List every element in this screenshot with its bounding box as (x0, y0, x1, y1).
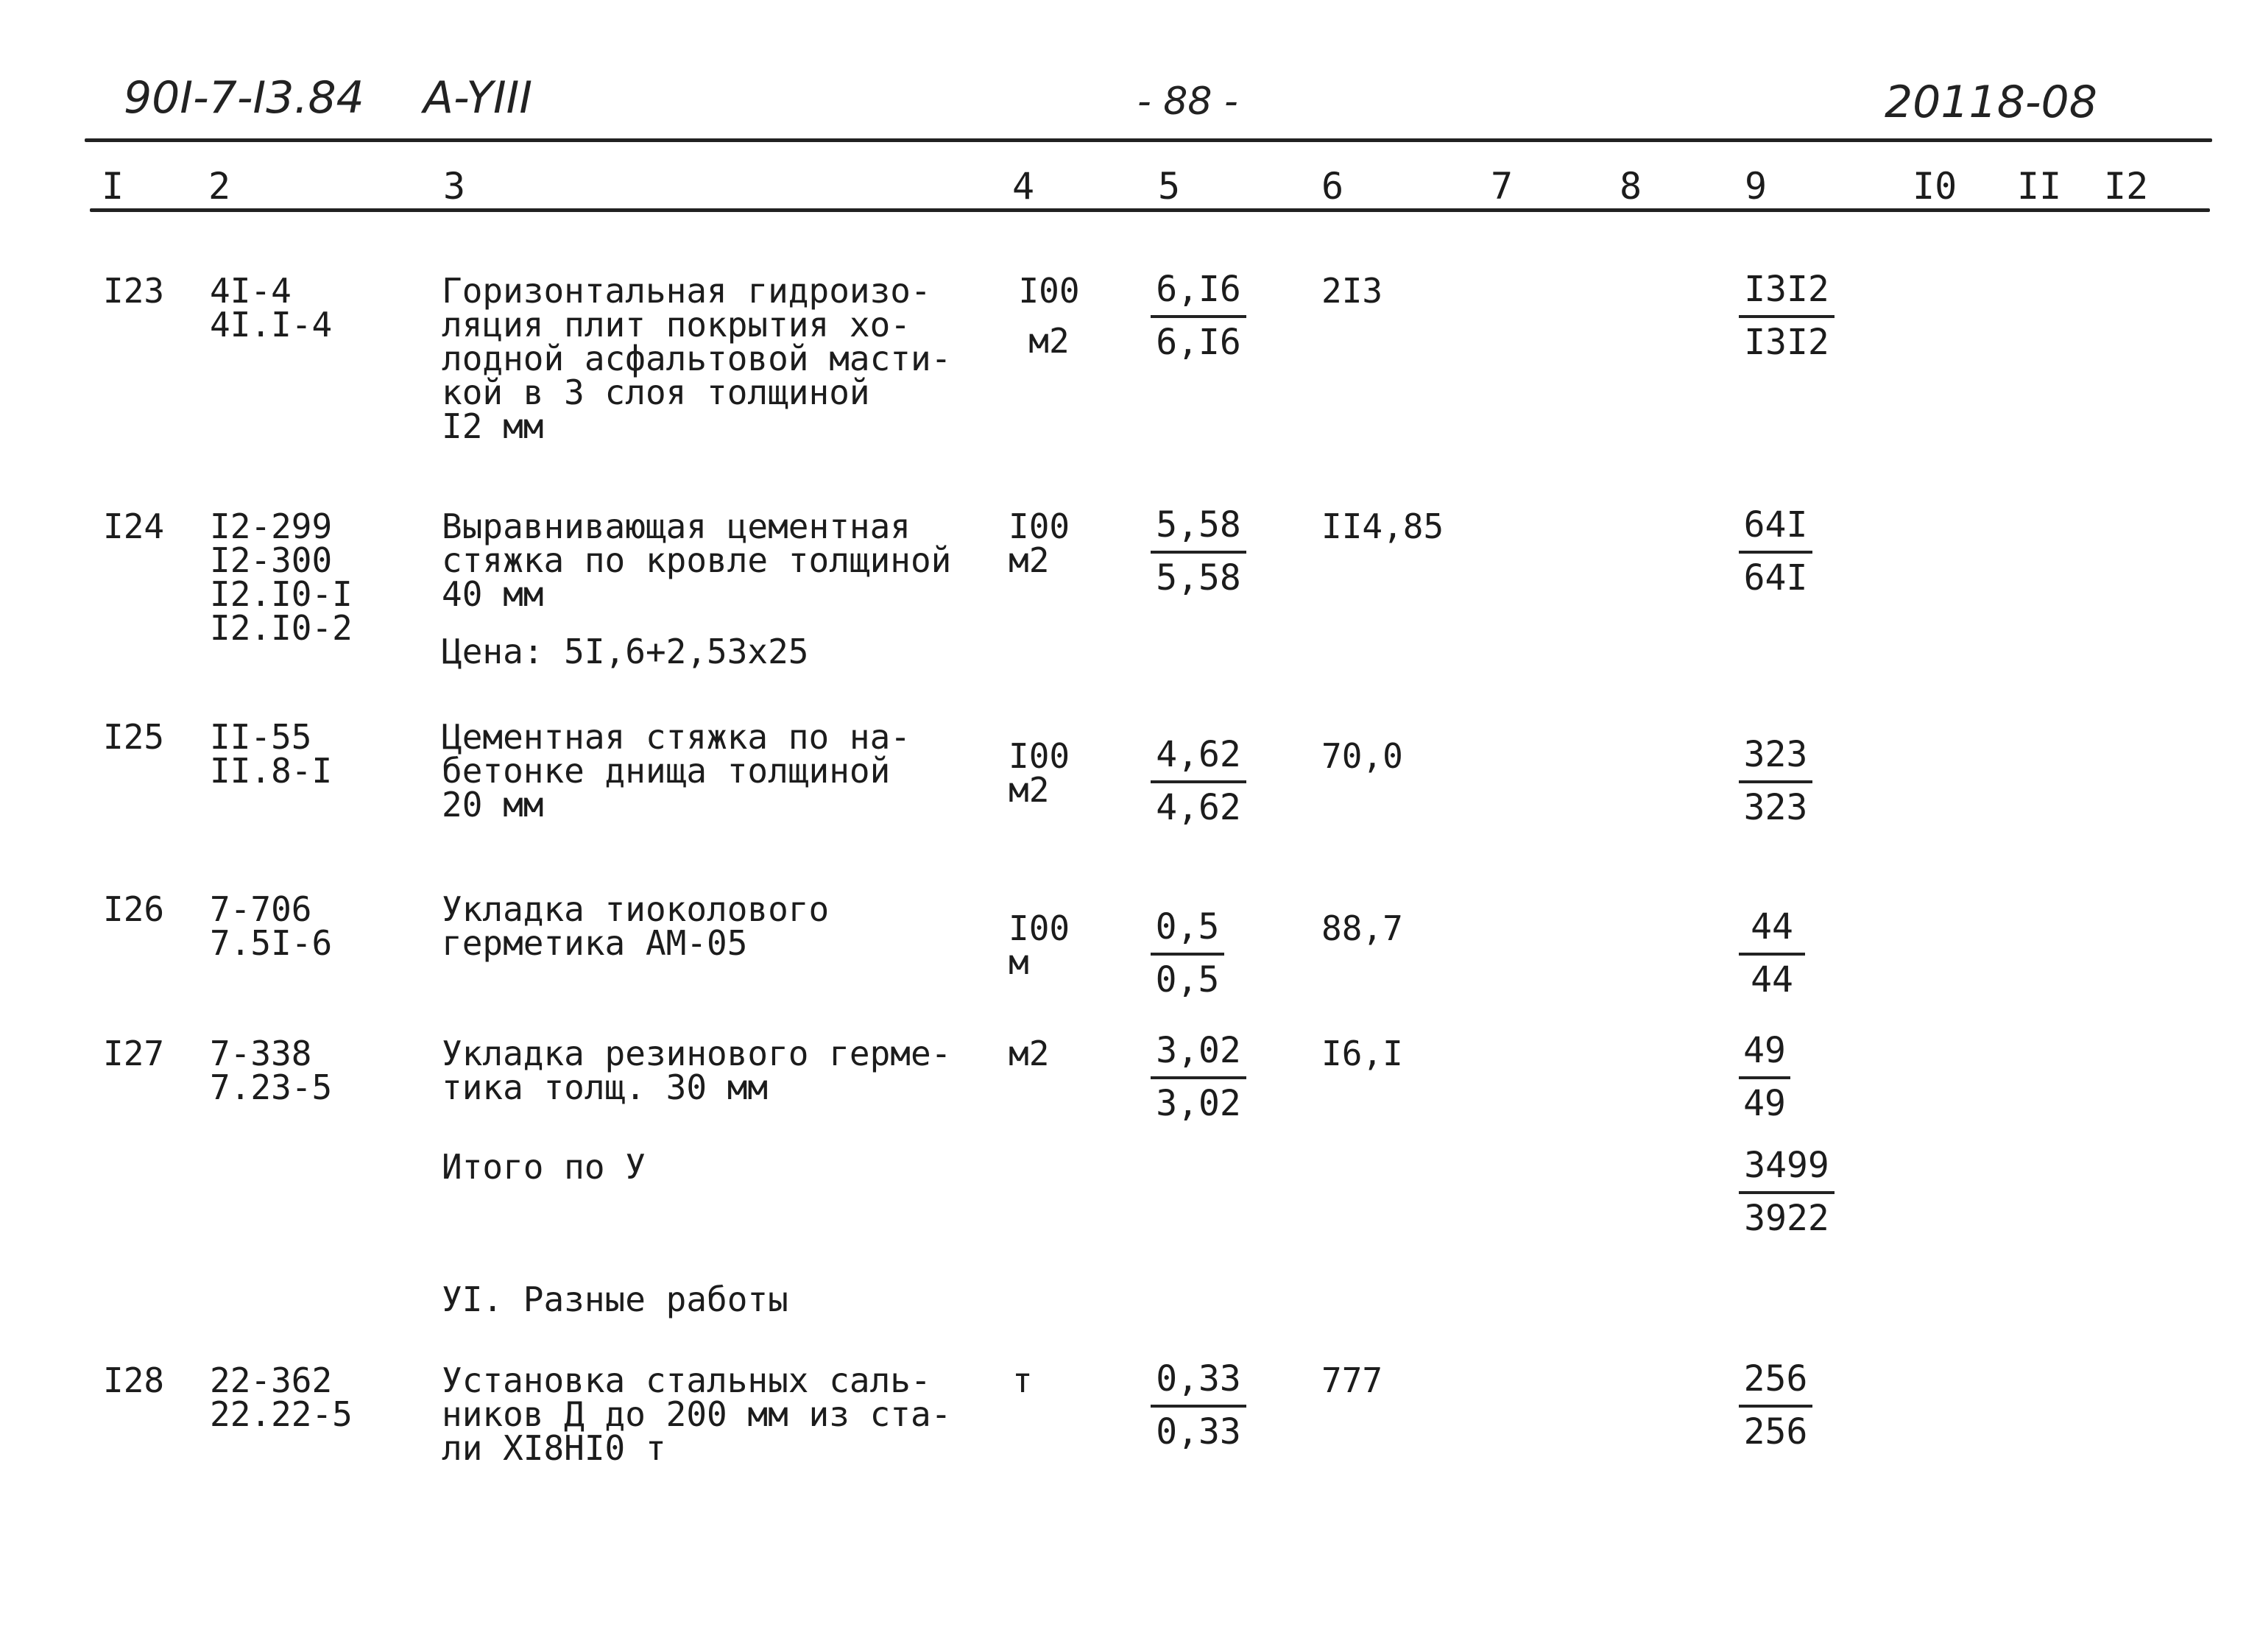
price-note: Цена: 5I,6+2,53х25 (442, 632, 809, 671)
project-number: 20118-08 (1885, 77, 2097, 128)
section-heading: УI. Разные работы (442, 1279, 788, 1319)
col-header-7: 7 (1491, 165, 1514, 208)
norm-codes: I2-299 I2-300 I2.I0-I I2.I0-2 (210, 506, 353, 648)
norm-codes: 7-706 7.5I-6 (210, 889, 333, 963)
unit: I00 м2 (1018, 271, 1080, 361)
unit-price: 2I3 (1321, 271, 1383, 311)
col-header-1: I (102, 165, 124, 208)
unit: I00 м (1009, 908, 1070, 982)
col-header-10: I0 (1913, 165, 1957, 208)
cost-fraction: 323 323 (1739, 733, 1812, 829)
row-number: I23 (103, 271, 165, 311)
col-header-5: 5 (1158, 165, 1181, 208)
cost-fraction: 256 256 (1739, 1358, 1812, 1453)
col-header-11: II (2017, 165, 2062, 208)
row-number: I25 (103, 717, 165, 757)
col-header-8: 8 (1620, 165, 1642, 208)
col-header-4: 4 (1012, 165, 1035, 208)
row-number: I26 (103, 889, 165, 929)
unit-price: 70,0 (1321, 736, 1403, 776)
col-header-12: I2 (2104, 165, 2149, 208)
quantity-fraction: 3,02 3,02 (1151, 1029, 1246, 1125)
work-description: Выравнивающая цементная стяжка по кровле толщиной 40 мм (442, 506, 952, 614)
unit: I00 м2 (1009, 736, 1070, 810)
document-code: 90I-7-I3.84 (124, 72, 364, 124)
norm-codes: 4I-4 4I.I-4 (210, 271, 333, 345)
col-header-9: 9 (1745, 165, 1768, 208)
subtotal-label: Итого по У (442, 1147, 646, 1187)
quantity-fraction: 4,62 4,62 (1151, 733, 1246, 829)
unit-price: 88,7 (1321, 908, 1403, 948)
unit-price: 777 (1321, 1360, 1383, 1400)
row-number: I24 (103, 506, 165, 546)
unit: т (1012, 1360, 1033, 1400)
norm-codes: 22-362 22.22-5 (210, 1360, 353, 1434)
norm-codes: II-55 II.8-I (210, 717, 333, 791)
norm-codes: 7-338 7.23-5 (210, 1034, 333, 1107)
quantity-fraction: 0,33 0,33 (1151, 1358, 1246, 1453)
work-description: Укладка тиоколового герметика АМ-05 (442, 889, 830, 963)
col-header-3: 3 (443, 165, 466, 208)
work-description: Установка стальных саль- ников Д до 200 мм из ста- ли XI8HI0 т (442, 1360, 952, 1468)
quantity-fraction: 0,5 0,5 (1151, 906, 1224, 1001)
cost-fraction: 49 49 (1739, 1029, 1790, 1125)
row-number: I28 (103, 1360, 165, 1400)
unit-price: I6,I (1321, 1034, 1403, 1073)
top-rule (85, 138, 2212, 142)
work-description: Укладка резинового герме- тика толщ. 30 мм (442, 1034, 952, 1107)
album-number: A-YIII (423, 72, 533, 124)
cost-fraction: 64I 64I (1739, 504, 1812, 599)
subtotal-cost-fraction: 3499 3922 (1739, 1144, 1835, 1240)
work-description: Горизонтальная гидроизо- ляция плит покрытия хо- лодной асфальтовой масти- кой в 3 слоя толщиной I2 мм (442, 271, 952, 446)
work-description: Цементная стяжка по на- бетонке днища толщиной 20 мм (442, 717, 911, 825)
cost-fraction: I3I2 I3I2 (1739, 268, 1835, 364)
header-rule (90, 208, 2210, 212)
row-number: I27 (103, 1034, 165, 1073)
unit-price: II4,85 (1321, 506, 1444, 546)
page-number: - 88 - (1137, 80, 1238, 124)
quantity-fraction: 6,I6 6,I6 (1151, 268, 1246, 364)
col-header-2: 2 (208, 165, 231, 208)
unit: м2 (1009, 1034, 1050, 1073)
quantity-fraction: 5,58 5,58 (1151, 504, 1246, 599)
cost-fraction: 44 44 (1739, 906, 1805, 1001)
unit: I00 м2 (1009, 506, 1070, 580)
col-header-6: 6 (1321, 165, 1344, 208)
